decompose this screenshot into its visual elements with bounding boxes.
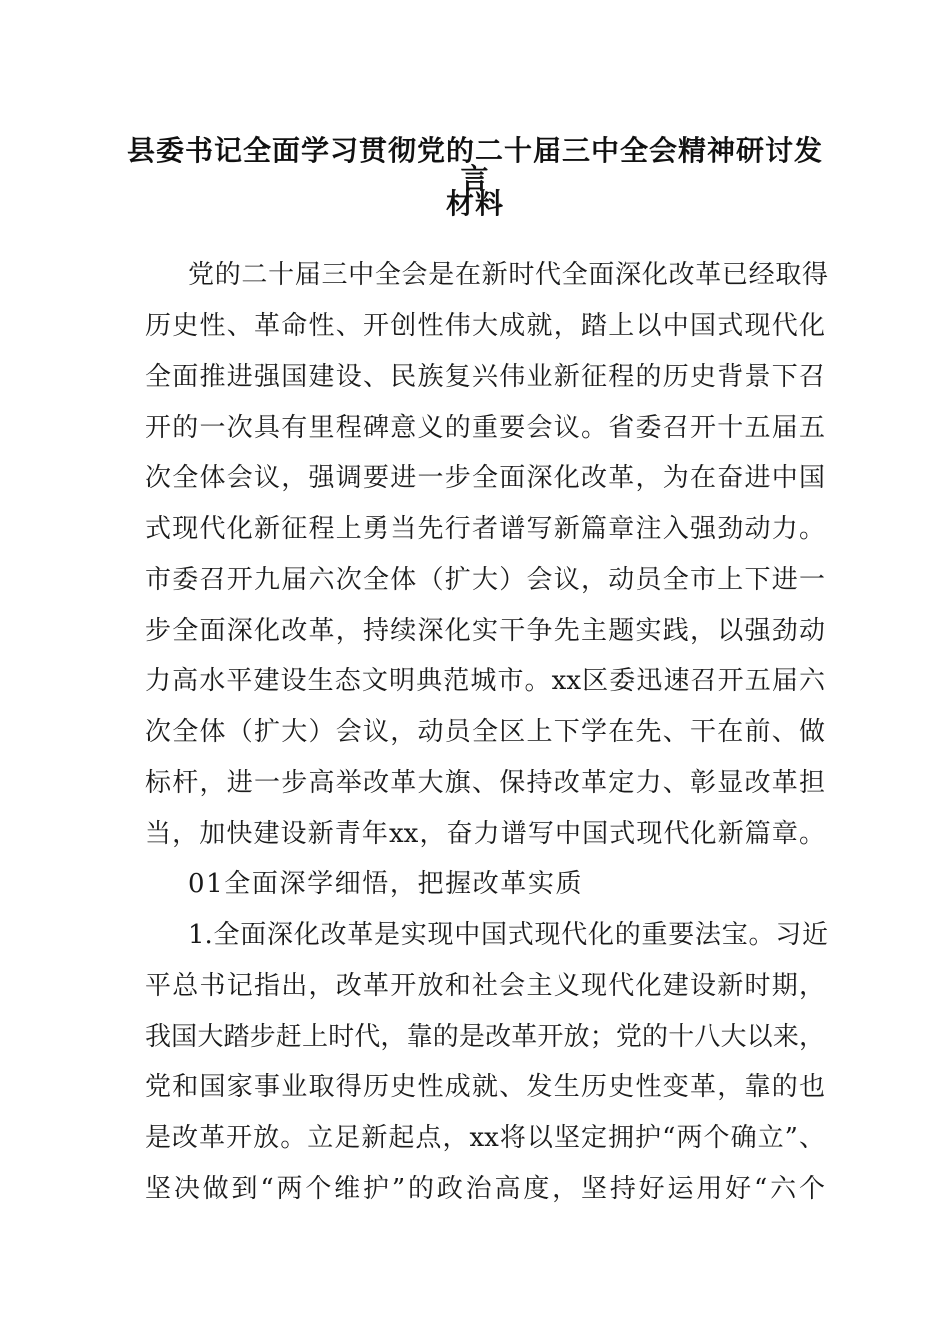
- paragraph-line: 标杆，进一步高举改革大旗、保持改革定力、彰显改革担: [145, 768, 825, 798]
- paragraph-line: 力高水平建设生态文明典范城市。xx区委迅速召开五届六: [145, 666, 825, 696]
- paragraph-line: 开的一次具有里程碑意义的重要会议。省委召开十五届五: [145, 413, 825, 443]
- paragraph-line: 全面推进强国建设、民族复兴伟业新征程的历史背景下召: [145, 362, 825, 392]
- paragraph-line: 步全面深化改革，持续深化实干争先主题实践，以强劲动: [145, 616, 825, 646]
- paragraph-line: 次全体会议，强调要进一步全面深化改革，为在奋进中国: [145, 463, 825, 493]
- section-heading: 01全面深学细悟，把握改革实质: [188, 869, 584, 899]
- paragraph-line: 党和国家事业取得历史性成就、发生历史性变革，靠的也: [145, 1072, 825, 1102]
- paragraph-line: 式现代化新征程上勇当先行者谱写新篇章注入强劲动力。: [145, 514, 825, 544]
- paragraph-line: 1.全面深化改革是实现中国式现代化的重要法宝。习近: [188, 920, 828, 950]
- paragraph-line: 平总书记指出，改革开放和社会主义现代化建设新时期，: [145, 971, 825, 1001]
- paragraph-line: 当，加快建设新青年xx，奋力谱写中国式现代化新篇章。: [145, 819, 825, 849]
- paragraph-line: 党的二十届三中全会是在新时代全面深化改革已经取得: [188, 260, 828, 290]
- paragraph-line: 是改革开放。立足新起点，xx将以坚定拥护“两个确立”、: [145, 1123, 825, 1153]
- paragraph-line: 市委召开九届六次全体（扩大）会议，动员全市上下进一: [145, 565, 825, 595]
- paragraph-line: 坚决做到“两个维护”的政治高度，坚持好运用好“六个: [145, 1174, 825, 1204]
- paragraph-line: 历史性、革命性、开创性伟大成就，踏上以中国式现代化: [145, 311, 825, 341]
- document-title-line-1: 县委书记全面学习贯彻党的二十届三中全会精神研讨发言: [126, 134, 823, 195]
- paragraph-line: 次全体（扩大）会议，动员全区上下学在先、干在前、做: [145, 717, 825, 747]
- document-title-line-2: 材料: [445, 187, 504, 220]
- paragraph-line: 我国大踏步赶上时代，靠的是改革开放；党的十八大以来，: [145, 1022, 825, 1052]
